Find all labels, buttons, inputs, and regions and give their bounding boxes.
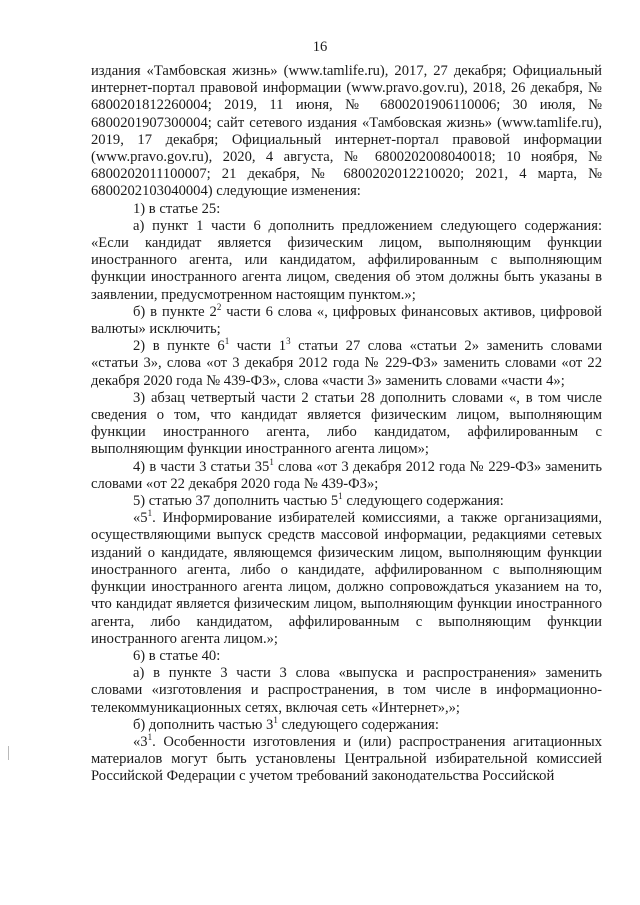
paragraph-text: «5	[133, 510, 148, 527]
paragraph-item-1a	[91, 218, 602, 304]
scan-margin-mark	[8, 746, 9, 760]
paragraph-text: следующего содержания:	[342, 493, 504, 510]
paragraph-text: части 1	[229, 338, 287, 355]
paragraph-text: 6) в статье 40:	[133, 647, 221, 664]
paragraph-text: 4) в части 3 статьи 35	[133, 458, 270, 475]
paragraph-text: 1) в статье 25:	[133, 200, 221, 217]
paragraph-item-3	[91, 390, 602, 459]
page-number: 16	[312, 39, 328, 55]
paragraph-item-4	[91, 456, 602, 493]
paragraph-text: а) пункт 1 части 6 дополнить предложением следующего содержания: «Если кандидат является физическим лицом, выполняющим функции иностранного агента, или кандидатом, аффилированным с выполняющим функции иностранного агента лицом, сведения об этом должны быть указаны в заявлении, предусмотренном настоящим пунктом.»;	[91, 217, 602, 303]
superscript-index: 1	[224, 336, 230, 347]
superscript-index: 3	[286, 336, 291, 347]
paragraph-item-6b	[91, 714, 602, 734]
superscript-index: 1	[269, 456, 274, 467]
paragraph-item-1	[91, 201, 602, 218]
paragraph-text: части 6 слова «, цифровых финансовых активов, цифровой валюты» исключить;	[91, 303, 602, 338]
superscript-index: 1	[147, 508, 153, 519]
paragraph-text: . Информирование избирателей комиссиями, а также организациями, осуществляющими выпуск средств массовой информации, редакциями сетевых изданий о кандидате, являющемся физическим лицом, выполняющим функции иностранного агента, либо о кандидате, аффилированном с выполняющим функции иностранного агента лицом, должно сопровождаться указанием на то, что кандидат является физическим лицом, выполняющим функции иностранного агента, либо кандидатом, аффилированным с выполняющим функции иностранного агента лицом.»;	[91, 510, 602, 647]
paragraph-text: издания «Тамбовская жизнь» (www.tamlife.ru), 2017, 27 декабря; Официальный интернет-портал правовой информации (www.pravo.gov.ru), 2018, 26 декабря, № 6800201812260004; 2019, 11 июня, № 6800201906110006; 30 июля, № 6800201907300004; сайт сетевого издания «Тамбовская жизнь» (www.tamlife.ru), 2019, 17 декабря; Официальный интернет-портал правовой информации (www.pravo.gov.ru), 2020, 4 августа, № 6800202008040018; 10 ноября, № 6800202011100007; 21 декабря, № 6800202012210020; 2021, 4 марта, № 6800202103040004) следующие изменения:	[91, 63, 602, 200]
superscript-index: 1	[147, 731, 153, 742]
paragraph-text: слова «от 3 декабря 2012 года № 229-ФЗ» заменить словами «от 22 декабря 2020 года № 439-ФЗ»;	[91, 458, 602, 492]
paragraph-quote-5-1	[91, 510, 602, 648]
paragraph-item-5	[91, 493, 602, 510]
paragraph-text: б) в пункте 2	[133, 303, 217, 320]
paragraph-text: 5) статью 37 дополнить частью 5	[133, 493, 339, 510]
paragraph-text: статьи 27 слова «статьи 2» заменить словами «статьи 3», слова «от 3 декабря 2012 года № 229-ФЗ» заменить словами «от 22 декабря 2020 года № 439-ФЗ», слова «части 3» заменить словами «части 4»;	[91, 338, 603, 389]
paragraph-quote-3-1	[91, 731, 602, 786]
paragraph-item-6	[91, 648, 602, 665]
paragraph-text: 2) в пункте 6	[133, 338, 225, 355]
paragraph-intro-continuation	[91, 63, 602, 201]
paragraph-text: следующего содержания:	[277, 716, 439, 733]
superscript-index: 2	[216, 301, 222, 312]
paragraph-text: а) в пункте 3 части 3 слова «выпуска и распространения» заменить словами «изготовления и распространения, в том числе в информационно-телекоммуникационных сетях, включая сеть «Интернет»,»;	[91, 665, 602, 716]
superscript-index: 1	[338, 491, 343, 502]
paragraph-item-1b	[91, 301, 602, 338]
superscript-index: 1	[273, 714, 278, 725]
paragraph-item-2	[91, 338, 602, 390]
paragraph-text: б) дополнить частью 3	[133, 716, 274, 733]
paragraph-text: . Особенности изготовления и (или) распространения агитационных материалов могут быть установлены Центральной избирательной комиссией Российской Федерации с учетом требований законодательства Российской	[91, 733, 602, 785]
paragraph-text: 3) абзац четвертый части 2 статьи 28 дополнить словами «, в том числе сведения о том, что кандидат является физическим лицом, выполняющим функции иностранного агента, либо кандидатом, аффилированным с выполняющим функции иностранного агента лицом»;	[91, 389, 602, 458]
document-body	[91, 63, 602, 786]
paragraph-text: «3	[133, 733, 148, 750]
paragraph-item-6a	[91, 665, 602, 717]
